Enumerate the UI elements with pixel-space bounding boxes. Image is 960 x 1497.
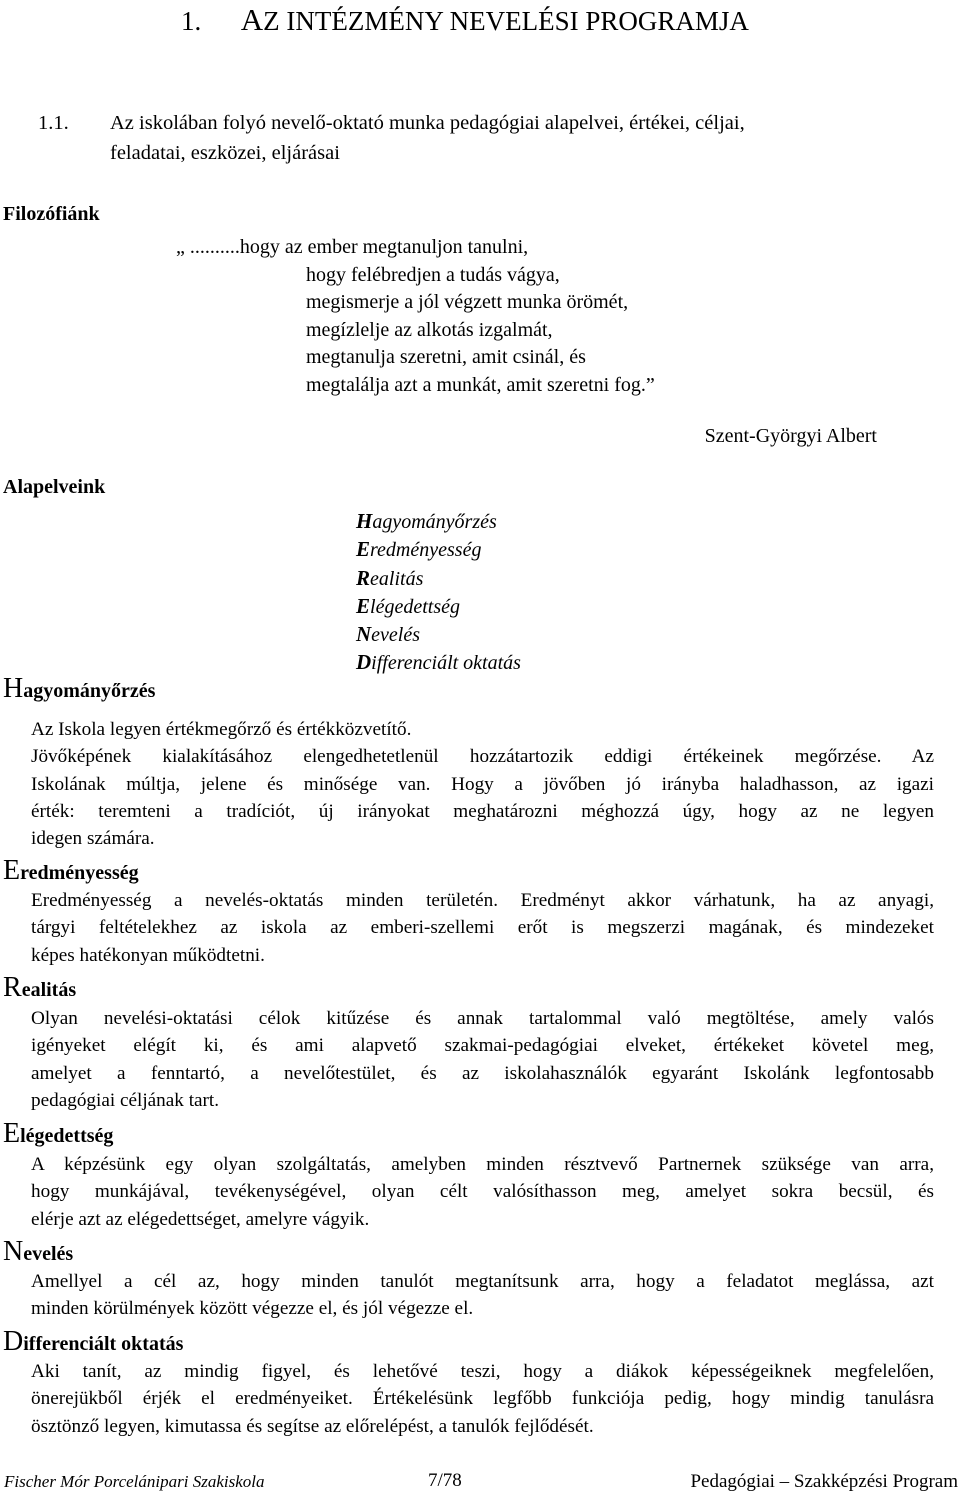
section-body-elegedettseg: A képzésünk egy olyan szolgáltatás, amelyben minden résztvevő Partnernek szüksége van arra, hogy munkájával, tevékenységével, olyan célt valósíthasson meg, amelyet sokra becsül, és elérje azt az elégedettséget, amelyre vágyik. xyxy=(31,1154,934,1230)
principle-item: Differenciált oktatás xyxy=(356,650,521,675)
quote-line: megtanulja szeretni, amit csinál, és xyxy=(306,346,586,368)
section-heading-differencialt-oktatas: Differenciált oktatás xyxy=(3,1326,184,1357)
principle-item: Eredményesség xyxy=(356,537,482,562)
quote-line: megtalálja azt a munkát, amit szeretni fog.” xyxy=(306,373,655,396)
section-body-eredmenyesseg: Eredményesség a nevelés-oktatás minden területén. Eredményt akkor várhatunk, ha az anyagi, tárgyi feltételekhez az iskola az emberi-szellemi erőt is megszerzi magának, és mindezeket képes hatékonyan működtetni. xyxy=(31,890,934,966)
section-body-hagyomanyorzes: Az Iskola legyen értékmegőrző és értékközvetítő. Jövőképének kialakításához elengedhetetlenül hozzátartozik eddigi értékeinek megőrzése. Az Iskolának múltja, jelene és minősége van. Hogy a jövőben jó irányba haladhasson, az igazi érték: teremteni a tradíciót, új irányokat meghatározni méghozzá úgy, hogy az ne legyen idegen számára. xyxy=(31,719,934,850)
section-number: 1.1. xyxy=(38,112,69,134)
principle-item: Nevelés xyxy=(356,622,421,647)
section-title-line-1: Az iskolában folyó nevelő-oktató munka pedagógiai alapelvei, értékei, céljai, xyxy=(110,112,745,134)
section-heading-elegedettseg: Elégedettség xyxy=(3,1118,114,1149)
quote-line: hogy felébredjen a tudás vágya, xyxy=(306,263,560,286)
principle-item: Elégedettség xyxy=(356,593,460,618)
chapter-heading xyxy=(181,2,749,38)
footer-page-number: 7/78 xyxy=(428,1470,462,1491)
principles-list xyxy=(356,508,521,678)
principle-item: Hagyományőrzés xyxy=(356,509,497,533)
section-body-differencialt-oktatas: Aki tanít, az mindig figyel, és lehetővé teszi, hogy a diákok képességeiknek megfelelően, önerejükből érjék el eredményeiket. Értékelésünk legfőbb funkciója pedig, hogy mindig tanulásra ösztönző legyen, kimutassa és segítse az előrelépést, a tanulók fejlődését. xyxy=(31,1361,934,1437)
chapter-title-rest: Z INTÉZMÉNY NEVELÉSI PROGRAMJA xyxy=(263,6,749,36)
principle-item: Realitás xyxy=(356,565,424,590)
section-heading-neveles: Nevelés xyxy=(3,1236,74,1267)
quote-line: „ ..........hogy az ember megtanuljon tanulni, xyxy=(176,236,529,258)
section-heading-eredmenyesseg: Eredményesség xyxy=(3,855,139,886)
chapter-title-initial: A xyxy=(240,2,264,37)
section-heading-realitas: Realitás xyxy=(3,972,77,1003)
philosophy-label: Filozófiánk xyxy=(3,203,100,225)
footer-school: Fischer Mór Porcelánipari Szakiskola xyxy=(4,1472,265,1491)
footer-program: Pedagógiai – Szakképzési Program xyxy=(690,1471,958,1492)
quote-author: Szent-Györgyi Albert xyxy=(704,425,877,447)
section-title-line-2: feladatai, eszközei, eljárásai xyxy=(110,142,340,164)
chapter-number: 1. xyxy=(181,6,202,36)
section-body-realitas: Olyan nevelési-oktatási célok kitűzése és annak tartalommal való megtöltése, amely valós igényeket elégít ki, és ami alapvető szakmai-pedagógiai elveket, értékeket követel meg, amelyet a fenntartó, a nevelőtestület, és az iskolahasználók egyaránt Iskolánk legfontosabb pedagógiai céljának tart. xyxy=(31,1008,934,1111)
quote-line: megismerje a jól végzett munka örömét, xyxy=(306,291,629,313)
section-heading-hagyomanyorzes: Hagyományőrzés xyxy=(3,673,156,704)
quote-line: megízlelje az alkotás izgalmát, xyxy=(306,318,553,341)
section-body-neveles: Amellyel a cél az, hogy minden tanulót megtanítsunk arra, hogy a feladatot meglássa, azt minden körülmények között végezze el, és jól végezze el. xyxy=(31,1271,934,1320)
principles-label: Alapelveink xyxy=(3,476,106,498)
section-title xyxy=(110,108,960,168)
philosophy-quote xyxy=(0,234,960,399)
